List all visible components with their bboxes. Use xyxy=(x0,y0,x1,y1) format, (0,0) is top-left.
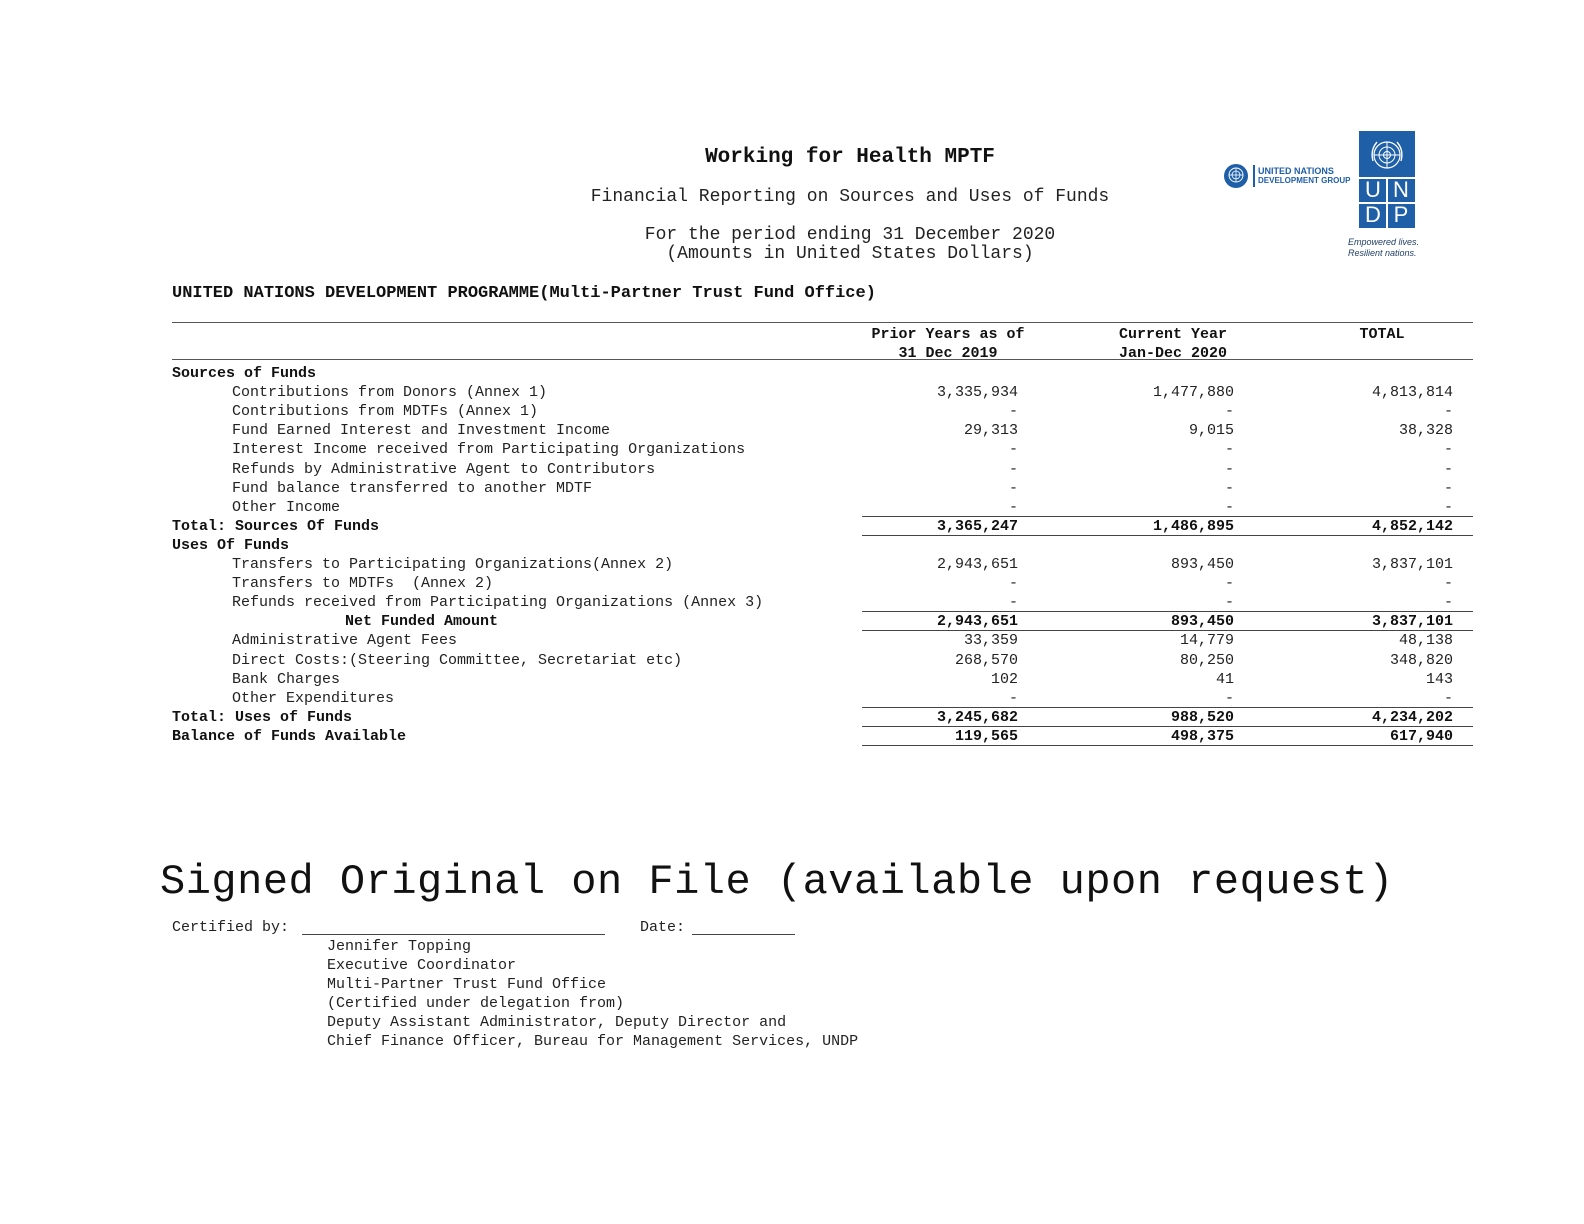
table-row xyxy=(0,651,1584,670)
row-label: Contributions from Donors (Annex 1) xyxy=(232,384,548,401)
value-total: - xyxy=(1443,690,1453,707)
table-row xyxy=(0,460,1584,479)
delegation-title-1: Deputy Assistant Administrator, Deputy Director and xyxy=(327,1014,787,1031)
value-total: 617,940 xyxy=(1389,728,1453,745)
table-row xyxy=(0,612,1584,631)
value-total: 3,837,101 xyxy=(1371,613,1453,630)
value-prior-years: - xyxy=(1008,499,1018,516)
row-label: Refunds received from Participating Organizations (Annex 3) xyxy=(232,594,764,611)
row-label: Bank Charges xyxy=(232,671,341,688)
value-total: - xyxy=(1443,403,1453,420)
table-row xyxy=(0,364,1584,383)
table-row xyxy=(0,479,1584,498)
value-current-year: - xyxy=(1224,441,1234,458)
row-label: Transfers to Participating Organizations(Annex 2) xyxy=(232,556,674,573)
row-label: Total: Uses of Funds xyxy=(172,709,353,726)
value-total: - xyxy=(1443,461,1453,478)
table-row xyxy=(0,402,1584,421)
table-row xyxy=(0,689,1584,708)
value-total: 48,138 xyxy=(1398,632,1453,649)
row-label: Fund balance transferred to another MDTF xyxy=(232,480,593,497)
value-total: 4,813,814 xyxy=(1371,384,1453,401)
row-label: Refunds by Administrative Agent to Contributors xyxy=(232,461,656,478)
table-row xyxy=(0,498,1584,517)
value-total: - xyxy=(1443,575,1453,592)
row-label: Net Funded Amount xyxy=(345,613,499,630)
value-prior-years: 2,943,651 xyxy=(936,613,1018,630)
table-row xyxy=(0,536,1584,555)
value-prior-years: 2,943,651 xyxy=(936,556,1018,573)
table-top-rule xyxy=(172,322,1473,323)
row-label: Direct Costs:(Steering Committee, Secretariat etc) xyxy=(232,652,683,669)
value-current-year: 41 xyxy=(1215,671,1234,688)
currency-note: (Amounts in United States Dollars) xyxy=(666,244,1034,264)
table-row xyxy=(0,593,1584,612)
table-row xyxy=(0,555,1584,574)
value-total: - xyxy=(1443,441,1453,458)
value-prior-years: 3,335,934 xyxy=(936,384,1018,401)
table-row xyxy=(0,670,1584,689)
undp-logo xyxy=(1359,131,1415,228)
table-row xyxy=(0,383,1584,402)
undp-letter-n: N xyxy=(1393,177,1409,202)
row-label: Other Expenditures xyxy=(232,690,395,707)
value-prior-years: - xyxy=(1008,690,1018,707)
certified-by-signature-line xyxy=(302,934,605,935)
value-prior-years: 29,313 xyxy=(963,422,1018,439)
value-current-year: 9,015 xyxy=(1188,422,1234,439)
value-total: 4,234,202 xyxy=(1371,709,1453,726)
value-total: 143 xyxy=(1425,671,1453,688)
value-prior-years: 3,245,682 xyxy=(936,709,1018,726)
value-current-year: - xyxy=(1224,594,1234,611)
value-current-year: 893,450 xyxy=(1170,613,1234,630)
delegation-title-2: Chief Finance Officer, Bureau for Management Services, UNDP xyxy=(327,1033,859,1050)
report-period: For the period ending 31 December 2020 xyxy=(644,225,1056,245)
row-label: Balance of Funds Available xyxy=(172,728,407,745)
row-label: Contributions from MDTFs (Annex 1) xyxy=(232,403,539,420)
value-current-year: 498,375 xyxy=(1170,728,1234,745)
value-prior-years: 3,365,247 xyxy=(936,518,1018,535)
row-label: Other Income xyxy=(232,499,341,516)
value-prior-years: 119,565 xyxy=(954,728,1018,745)
value-current-year: - xyxy=(1224,461,1234,478)
signatory-office: Multi-Partner Trust Fund Office xyxy=(327,976,607,993)
row-label: Interest Income received from Participating Organizations xyxy=(232,441,746,458)
undg-line2: DEVELOPMENT GROUP xyxy=(1258,176,1351,185)
value-current-year: 1,477,880 xyxy=(1152,384,1234,401)
certified-by-label: Certified by: xyxy=(172,919,290,936)
undg-logo xyxy=(1223,163,1363,189)
total-underline xyxy=(862,745,1473,746)
table-row xyxy=(0,708,1584,727)
un-emblem-icon xyxy=(1223,163,1249,189)
un-emblem-icon xyxy=(1367,135,1407,175)
table-row xyxy=(0,631,1584,650)
value-total: - xyxy=(1443,499,1453,516)
value-current-year: 1,486,895 xyxy=(1152,518,1234,535)
value-total: - xyxy=(1443,480,1453,497)
row-label: Transfers to MDTFs (Annex 2) xyxy=(232,575,494,592)
report-title: Working for Health MPTF xyxy=(705,146,995,169)
value-prior-years: 268,570 xyxy=(954,652,1018,669)
value-prior-years: - xyxy=(1008,461,1018,478)
undp-letter-d: D xyxy=(1365,202,1381,227)
signatory-name: Jennifer Topping xyxy=(327,938,472,955)
value-current-year: 80,250 xyxy=(1179,652,1234,669)
value-prior-years: - xyxy=(1008,575,1018,592)
value-current-year: 988,520 xyxy=(1170,709,1234,726)
value-prior-years: - xyxy=(1008,480,1018,497)
table-row xyxy=(0,727,1584,746)
value-prior-years: - xyxy=(1008,403,1018,420)
value-total: - xyxy=(1443,594,1453,611)
value-prior-years: - xyxy=(1008,441,1018,458)
value-current-year: - xyxy=(1224,690,1234,707)
col-header-total: TOTAL xyxy=(1359,326,1405,343)
value-current-year: 14,779 xyxy=(1179,632,1234,649)
row-label: Administrative Agent Fees xyxy=(232,632,458,649)
value-total: 348,820 xyxy=(1389,652,1453,669)
value-current-year: 893,450 xyxy=(1170,556,1234,573)
col-header-prior-years: Prior Years as of 31 Dec 2019 xyxy=(871,326,1025,362)
value-prior-years: - xyxy=(1008,594,1018,611)
row-label: Uses Of Funds xyxy=(172,537,290,554)
undp-tagline-2: Resilient nations. xyxy=(1348,248,1417,258)
value-current-year: - xyxy=(1224,480,1234,497)
undg-line1: UNITED NATIONS xyxy=(1258,166,1334,176)
undp-tagline-1: Empowered lives. xyxy=(1348,237,1420,247)
row-label: Fund Earned Interest and Investment Income xyxy=(232,422,611,439)
table-row xyxy=(0,440,1584,459)
value-prior-years: 33,359 xyxy=(963,632,1018,649)
table-row xyxy=(0,574,1584,593)
delegation-note: (Certified under delegation from) xyxy=(327,995,625,1012)
date-signature-line xyxy=(692,934,795,935)
value-prior-years: 102 xyxy=(990,671,1018,688)
value-total: 4,852,142 xyxy=(1371,518,1453,535)
table-row xyxy=(0,421,1584,440)
value-total: 38,328 xyxy=(1398,422,1453,439)
value-current-year: - xyxy=(1224,575,1234,592)
value-total: 3,837,101 xyxy=(1371,556,1453,573)
row-label: Total: Sources Of Funds xyxy=(172,518,380,535)
table-header-rule xyxy=(172,359,1473,360)
value-current-year: - xyxy=(1224,499,1234,516)
undp-letter-u: U xyxy=(1365,177,1381,202)
organization-heading: UNITED NATIONS DEVELOPMENT PROGRAMME(Multi-Partner Trust Fund Office) xyxy=(172,284,876,303)
signatory-title: Executive Coordinator xyxy=(327,957,517,974)
value-current-year: - xyxy=(1224,403,1234,420)
date-label: Date: xyxy=(640,919,686,936)
undp-letter-p: P xyxy=(1393,202,1409,227)
report-subtitle: Financial Reporting on Sources and Uses of Funds xyxy=(590,187,1110,207)
row-label: Sources of Funds xyxy=(172,365,317,382)
signed-original-stamp: Signed Original on File (available upon request) xyxy=(160,858,1394,906)
col-header-current-year: Current Year Jan-Dec 2020 xyxy=(1118,326,1228,362)
table-row xyxy=(0,517,1584,536)
